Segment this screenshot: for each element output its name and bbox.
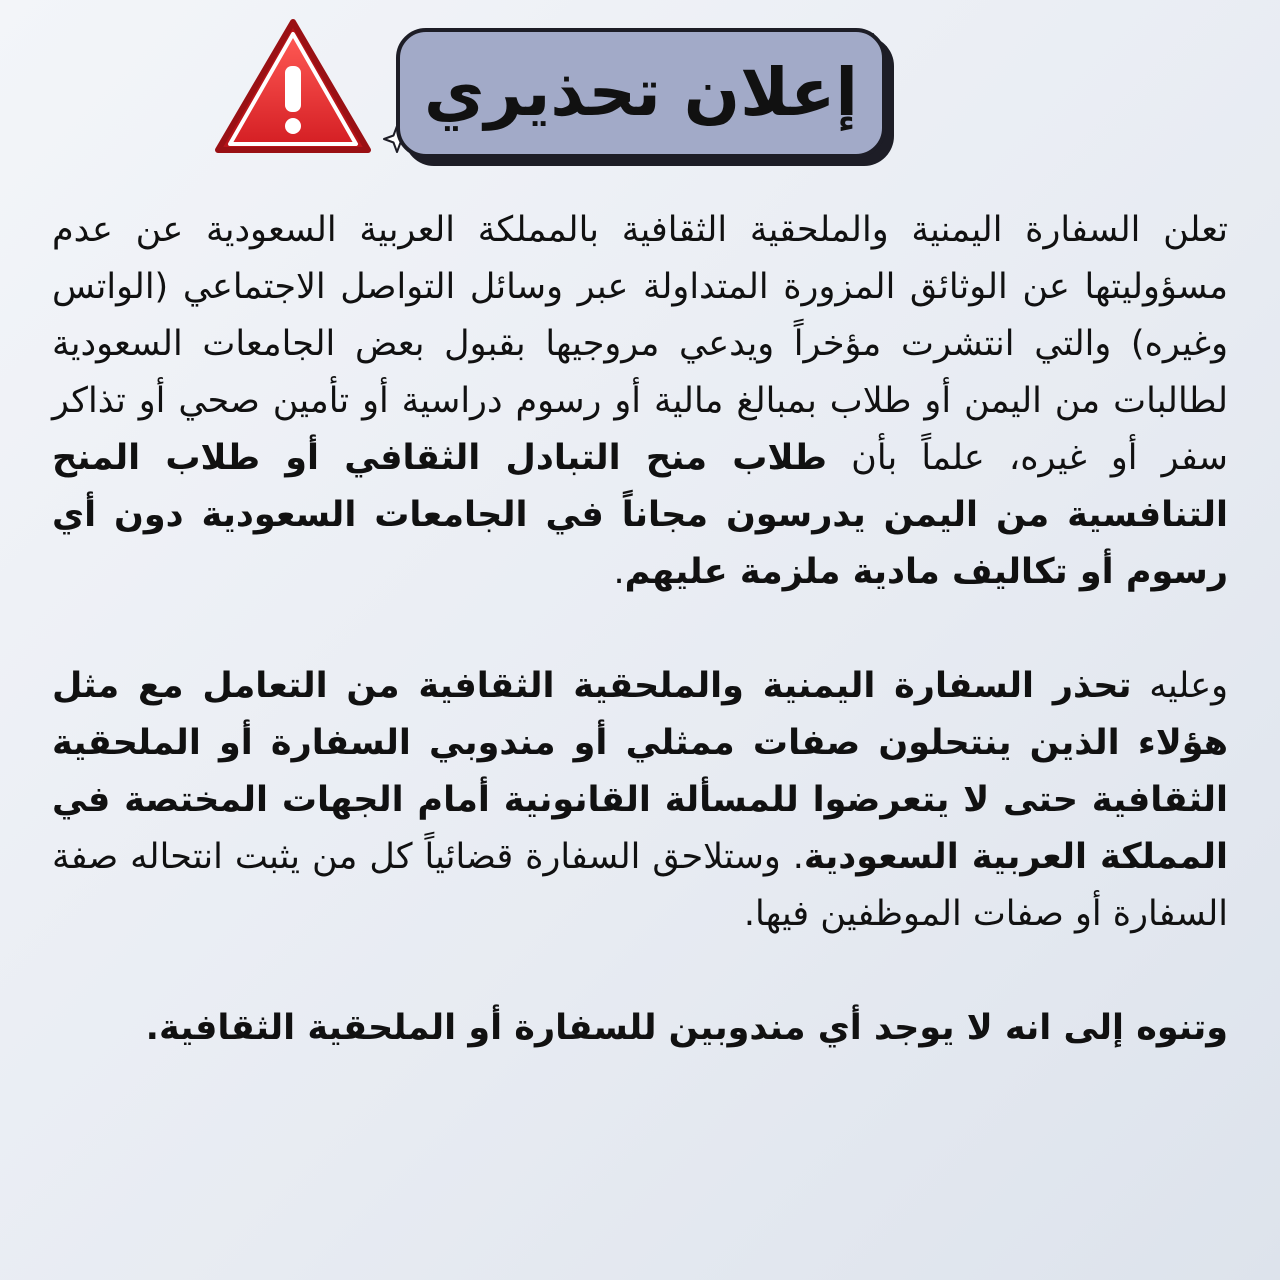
page-title: إعلان تحذيري [424,54,858,131]
announcement-body [52,202,1228,1057]
warning-triangle-icon [214,18,372,158]
title-badge [396,28,886,158]
paragraph-warning [52,658,1228,943]
paragraph-text: . [613,552,625,592]
paragraph-bold-text: طلاب منح التبادل الثقافي أو طلاب المنح التنافسية من اليمن يدرسون مجاناً في الجامعات السعودية دون أي رسوم أو تكاليف مادية ملزمة عليهم [52,438,1228,592]
paragraph-notice: وتنوه إلى انه لا يوجد أي مندوبين للسفارة أو الملحقية الثقافية. [145,1008,1228,1048]
paragraph-text: تعلن السفارة اليمنية والملحقية الثقافية بالمملكة العربية السعودية عن عدم مسؤوليتها عن الوثائق المزورة المتداولة عبر وسائل التواصل الاجتماعي (الواتس وغيره) والتي انتشرت مؤخراً ويدعي مروجيها بقبول بعض الجامعات السعودية لطالبات من اليمن أو طلاب بمبالغ مالية أو رسوم دراسية أو تأمين صحي أو تذاكر سفر أو غيره، علماً بأن [52,210,1228,478]
announcement-header [0,0,1280,180]
paragraph-text: . وستلاحق السفارة قضائياً كل من يثبت انتحاله صفة السفارة أو صفات الموظفين فيها. [52,837,1228,934]
paragraph-text: وعليه [1131,666,1228,706]
paragraph-disclaimer [52,202,1228,601]
paragraph-bold-text: تحذر السفارة اليمنية والملحقية الثقافية من التعامل مع مثل هؤلاء الذين ينتحلون صفات ممثلي أو مندوبي السفارة أو الملحقية الثقافية حتى لا يتعرضوا للمسألة القانونية أمام الجهات المختصة في المملكة العربية السعودية [52,666,1228,877]
